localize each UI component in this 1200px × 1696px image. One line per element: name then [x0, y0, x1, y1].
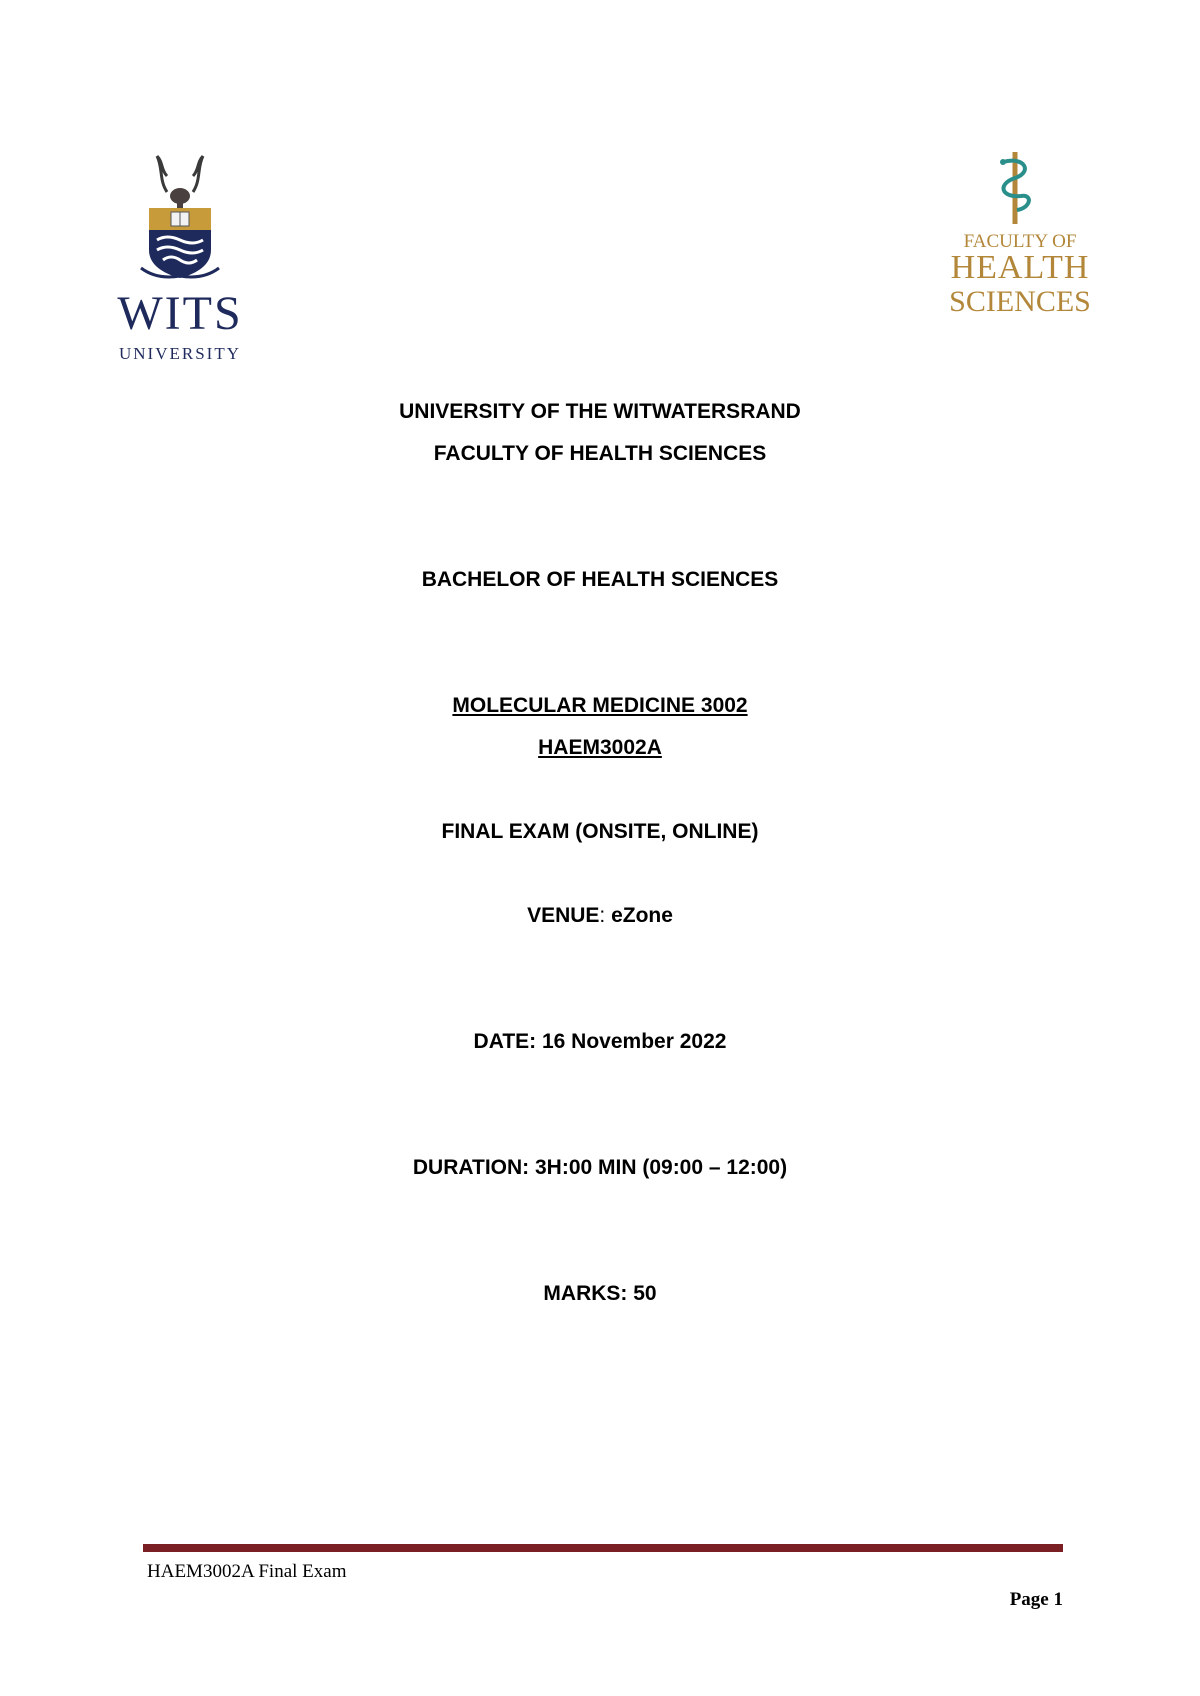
venue-value: eZone	[611, 904, 673, 927]
caduceus-icon	[985, 150, 1045, 225]
faculty-health-sciences-logo	[945, 150, 1095, 320]
university-name: UNIVERSITY OF THE WITWATERSRAND	[399, 400, 801, 423]
fhs-logo-line-3: SCIENCES	[949, 285, 1091, 318]
wits-crest-icon	[137, 150, 223, 282]
fhs-logo-line-1: FACULTY OF	[963, 231, 1077, 252]
course-code-text: HAEM3002A	[538, 736, 662, 759]
wits-university-logo	[100, 150, 260, 370]
venue-label: VENUE	[527, 904, 600, 927]
degree-name: BACHELOR OF HEALTH SCIENCES	[421, 568, 779, 591]
footer-page-number: Page 1	[1009, 1589, 1063, 1610]
exam-type: FINAL EXAM (ONSITE, ONLINE)	[441, 820, 759, 843]
fhs-logo-line-2: HEALTH	[950, 249, 1090, 286]
exam-duration: DURATION: 3H:00 MIN (09:00 – 12:00)	[412, 1156, 788, 1179]
exam-marks: MARKS: 50	[543, 1282, 657, 1305]
footer-divider	[143, 1544, 1063, 1552]
faculty-name: FACULTY OF HEALTH SCIENCES	[433, 442, 767, 465]
course-name	[0, 693, 1200, 719]
exam-date: DATE: 16 November 2022	[473, 1030, 727, 1053]
wits-logo-subtitle: UNIVERSITY	[119, 344, 241, 363]
footer-document-title: HAEM3002A Final Exam	[147, 1561, 347, 1582]
venue-separator: :	[599, 904, 612, 927]
course-code	[0, 735, 1200, 761]
course-name-text: MOLECULAR MEDICINE 3002	[452, 694, 748, 717]
wits-logo-word: WITS	[117, 287, 243, 340]
exam-venue	[0, 903, 1200, 929]
